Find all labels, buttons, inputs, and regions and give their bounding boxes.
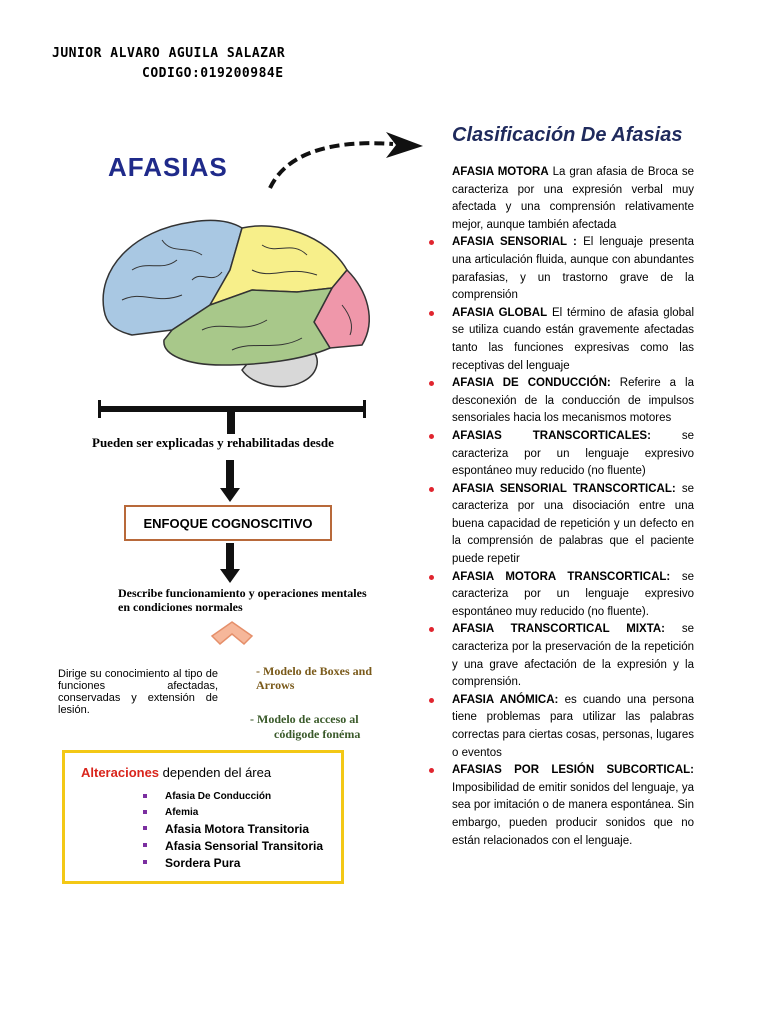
curved-arrow-icon <box>258 130 438 200</box>
alteraciones-list <box>143 789 323 872</box>
alteraciones-title-red: Alteraciones <box>81 765 160 780</box>
down-arrow-icon <box>220 543 240 585</box>
aphasia-description: Referire a la desconexión de la conducción de impulsos sensoriales hacia los mecanismos motores <box>452 377 694 425</box>
aphasia-entry <box>428 481 694 569</box>
aphasia-label: AFASIAS POR LESIÓN SUBCORTICAL: <box>452 764 694 777</box>
alteraciones-title <box>81 765 271 780</box>
aphasia-label: AFASIAS TRANSCORTICALES: <box>452 429 651 442</box>
aphasia-classification-list <box>428 164 694 850</box>
explain-text: Pueden ser explicadas y rehabilitadas desde <box>92 435 334 450</box>
enfoque-cognoscitivo-box: ENFOQUE COGNOSCITIVO <box>124 505 332 541</box>
list-item: Sordera Pura <box>143 855 323 872</box>
aphasia-label: AFASIA ANÓMICA: <box>452 693 559 706</box>
aphasia-entry <box>428 428 694 481</box>
aphasia-entry <box>428 164 694 234</box>
dirige-text: Dirige su conocimiento al tipo de funciones afectadas, conservadas y extensión de lesión. <box>58 668 218 716</box>
aphasia-description: se caracteriza por un lenguaje expresivo espontáneo muy reducido (no fluente). <box>452 570 695 618</box>
aphasia-label: AFASIA MOTORA TRANSCORTICAL: <box>452 570 671 583</box>
aphasia-description: es cuando una persona tiene problemas para utilizar las palabras correctas para ciertas cosas, personas, lugares o eventos <box>452 693 694 759</box>
aphasia-label: AFASIA SENSORIAL TRANSCORTICAL: <box>452 482 676 495</box>
alteraciones-title-rest: dependen del área <box>159 765 272 780</box>
down-arrow-icon <box>220 460 240 504</box>
aphasia-description: Imposibilidad de emitir sonidos del lenguaje, ya sea por imitación o de manera espontánea. Sin embargo, pueden producir sonidos que no están relacionados con el lenguaje. <box>452 781 694 847</box>
model-boxes-arrows: - Modelo de Boxes and Arrows <box>256 664 373 692</box>
aphasia-description: La gran afasia de Broca se caracteriza por una expresión verbal muy afectada y una comprensión relativamente mejor, aunque también afectada <box>452 166 694 231</box>
aphasia-description: se caracteriza por una disociación entre una buena capacidad de repetición y un defecto en la comprensión de palabras que el paciente puede repetir <box>452 482 695 566</box>
student-code: CODIGO:019200984E <box>142 66 284 81</box>
model2-line1: - Modelo de acceso al <box>250 712 359 726</box>
aphasia-entry <box>428 692 694 762</box>
list-item: Afemia <box>143 805 323 821</box>
alteraciones-box <box>62 750 344 884</box>
brain-illustration <box>92 210 382 400</box>
describe-text: Describe funcionamiento y operaciones mentales en condiciones normales <box>118 586 367 614</box>
aphasia-label: AFASIA GLOBAL <box>452 306 548 319</box>
aphasia-description: se caracteriza por un lenguaje expresivo espontáneo muy reducido (no fluente) <box>452 429 694 478</box>
page-title: AFASIAS <box>108 152 228 182</box>
aphasia-description: El lenguaje presenta una articulación fluida, aunque con abundantes parafasias, y un trastorno grave de la comprensión <box>452 236 694 302</box>
aphasia-label: AFASIA SENSORIAL : <box>452 236 577 249</box>
aphasia-label: AFASIA MOTORA <box>452 166 549 178</box>
aphasia-label: AFASIA TRANSCORTICAL MIXTA: <box>452 623 665 636</box>
aphasia-entry <box>428 569 694 622</box>
classification-title: Clasificación De Afasias <box>452 124 683 146</box>
aphasia-entry <box>428 621 694 691</box>
list-item: Afasia Motora Transitoria <box>143 821 323 838</box>
aphasia-entry <box>428 762 694 850</box>
aphasia-entry <box>428 234 694 304</box>
model-acceso-fonema <box>250 712 398 742</box>
aphasia-entry <box>428 305 694 375</box>
bracket-connector <box>96 398 368 438</box>
aphasia-description: se caracteriza por la preservación de la repetición y una grave afectación de la expresión y la comprensión. <box>452 623 694 689</box>
aphasia-label: AFASIA DE CONDUCCIÓN: <box>452 377 611 390</box>
split-chevron-icon <box>210 620 254 648</box>
model2-line2: códigode fonéma <box>274 727 361 741</box>
author-name: JUNIOR ALVARO AGUILA SALAZAR <box>52 46 286 61</box>
aphasia-entry <box>428 375 694 428</box>
aphasia-description: El término de afasia global se utiliza cuando están gravemente afectadas tanto las funciones expresivas como las receptivas del lenguaje <box>452 306 694 372</box>
list-item: Afasia Sensorial Transitoria <box>143 838 323 855</box>
models-list <box>248 664 398 742</box>
list-item: Afasia De Conducción <box>143 789 323 805</box>
